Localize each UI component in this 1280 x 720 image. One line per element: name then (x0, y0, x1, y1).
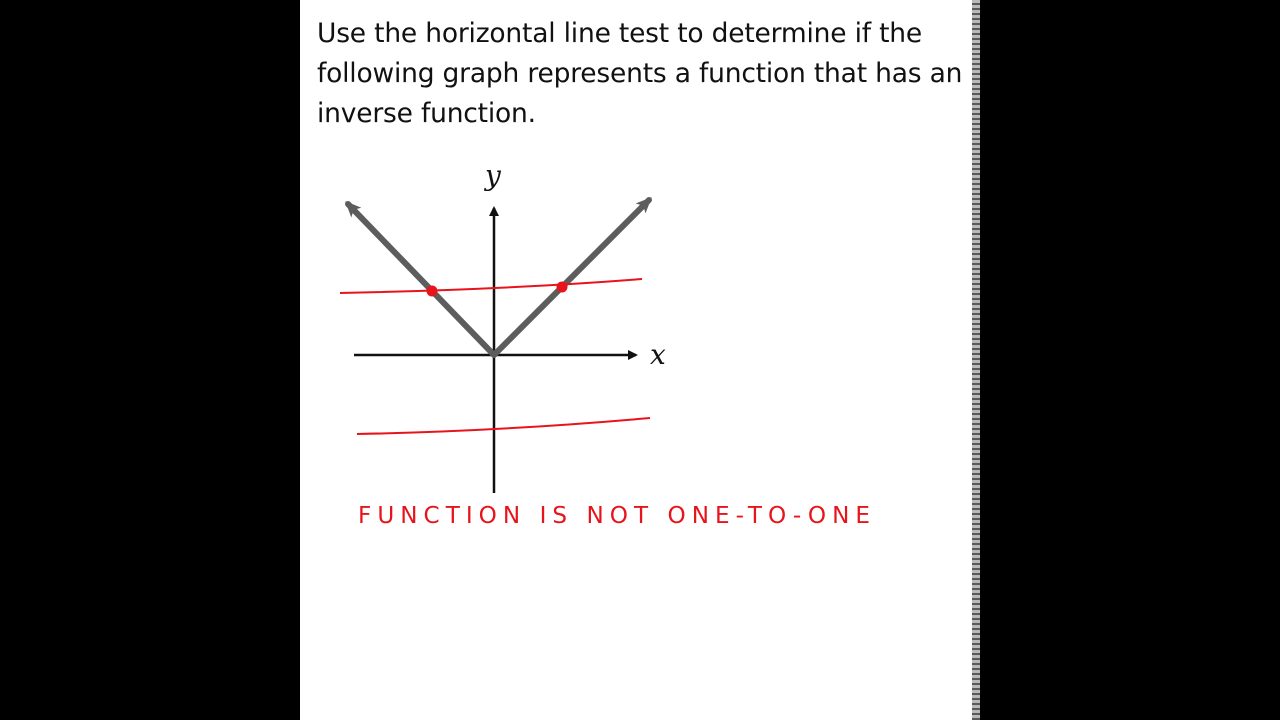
intersection-point (557, 282, 568, 293)
handwritten-conclusion: FUNCTION IS NOT ONE-TO-ONE (358, 503, 876, 529)
curve-right-branch (494, 200, 649, 355)
window-edge-strip (972, 0, 980, 720)
y-axis-label: y (485, 159, 501, 192)
horizontal-test-line-lower (357, 418, 650, 434)
curve-left-branch (348, 204, 494, 355)
horizontal-test-line-upper (340, 279, 642, 293)
slide-page (300, 0, 972, 720)
graph-diagram (300, 0, 972, 720)
question-text: Use the horizontal line test to determine if the following graph represents a function that has an inverse function. (317, 18, 963, 129)
x-axis-label: x (650, 338, 666, 371)
intersection-point (427, 286, 438, 297)
